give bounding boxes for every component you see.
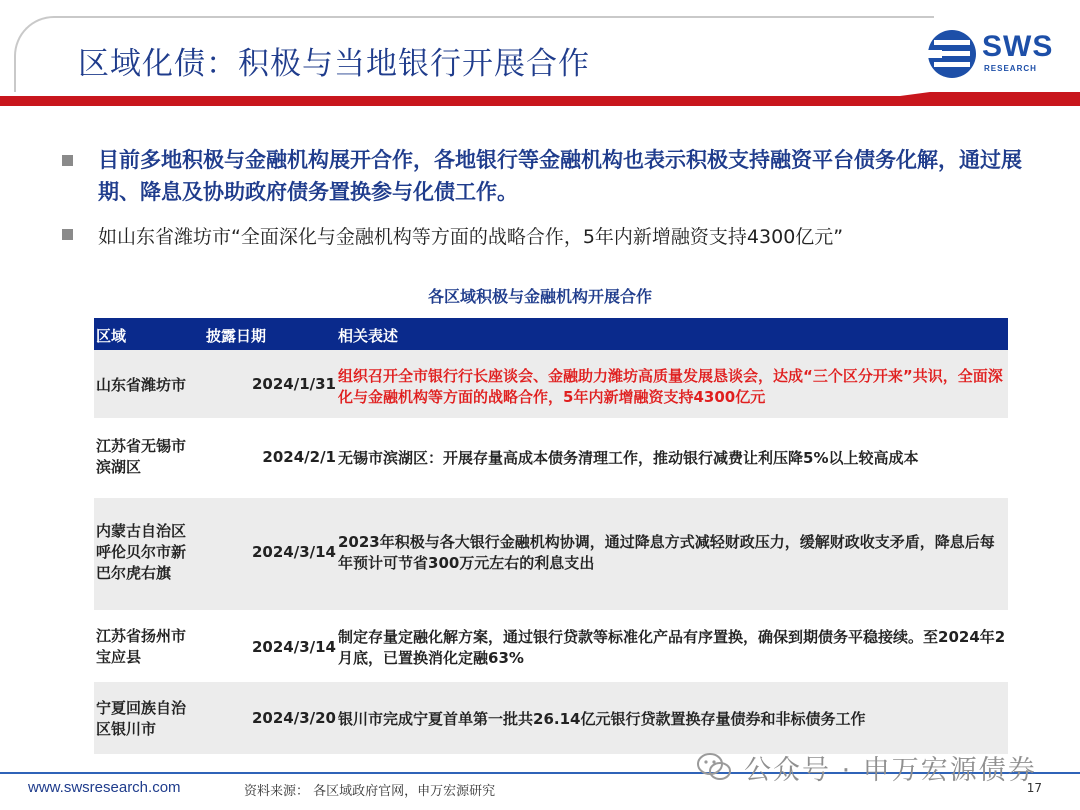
footer-source: 资料来源： 各区域政府官网，申万宏源研究 (244, 784, 496, 799)
cell-date: 2024/1/31 (251, 375, 336, 393)
page-number: 17 (1026, 781, 1042, 795)
table-row (94, 350, 1008, 418)
table-row (94, 418, 1008, 498)
table-row (94, 498, 1008, 610)
table-title: 各区域积极与金融机构开展合作 (427, 287, 652, 306)
cell-region: 宁夏回族自治区银川市 (96, 699, 187, 738)
header-region: 区域 (96, 327, 127, 345)
bullet-example: 如山东省潍坊市“全面深化与金融机构等方面的战略合作，5年内新增融资支持4300亿元” (98, 226, 844, 248)
bullet-square-icon (62, 229, 73, 240)
cell-region: 内蒙古自治区呼伦贝尔市新巴尔虎右旗 (96, 522, 187, 582)
cell-desc: 制定存量定融化解方案，通过银行贷款等标准化产品有序置换，确保到期债务平稳接续。至2024年2月底，已置换消化定融63% (338, 628, 1006, 667)
cell-desc: 银川市完成宁夏首单第一批共26.14亿元银行贷款置换存量债券和非标债务工作 (338, 710, 866, 728)
cell-desc: 组织召开全市银行行长座谈会、金融助力潍坊高质量发展恳谈会，达成“三个区分开来”共识，全面深化与金融机构等方面的战略合作，5年内新增融资支持4300亿元 (338, 367, 1003, 406)
footer-url-link[interactable]: www.swsresearch.com (28, 779, 181, 796)
table-row (94, 610, 1008, 682)
table-header (94, 318, 1008, 350)
cell-region: 江苏省无锡市滨湖区 (96, 437, 187, 476)
cell-date: 2024/3/20 (251, 709, 336, 727)
cell-date: 2024/2/1 (262, 448, 336, 466)
wechat-icon (696, 752, 732, 782)
cell-region: 山东省潍坊市 (96, 376, 187, 394)
cell-desc: 无锡市滨湖区：开展存量高成本债务清理工作，推动银行减费让利压降5%以上较高成本 (338, 449, 919, 467)
cell-region: 江苏省扬州市宝应县 (96, 627, 187, 666)
cell-date: 2024/3/14 (251, 543, 336, 561)
page-title: 区域化债：积极与当地银行开展合作 (78, 46, 590, 82)
bullet-main: 目前多地积极与金融机构展开合作，各地银行等金融机构也表示积极支持融资平台债务化解，通过展期、降息及协助政府债务置换参与化债工作。 (98, 148, 1022, 204)
logo-subtext: RESEARCH (984, 64, 1037, 73)
cell-date: 2024/3/14 (251, 638, 336, 656)
header-red-bar (0, 92, 1080, 106)
header-date: 披露日期 (206, 327, 267, 345)
cell-desc: 2023年积极与各大银行金融机构协调，通过降息方式减轻财政压力，缓解财政收支矛盾，降息后每年预计可节省300万元左右的利息支出 (338, 533, 995, 572)
table-row (94, 682, 1008, 754)
watermark-text: 公众号 · 申万宏源债券 (744, 755, 1037, 786)
logo-text: SWS (982, 30, 1054, 63)
header-desc: 相关表述 (338, 327, 399, 345)
bullet-square-icon (62, 155, 73, 166)
